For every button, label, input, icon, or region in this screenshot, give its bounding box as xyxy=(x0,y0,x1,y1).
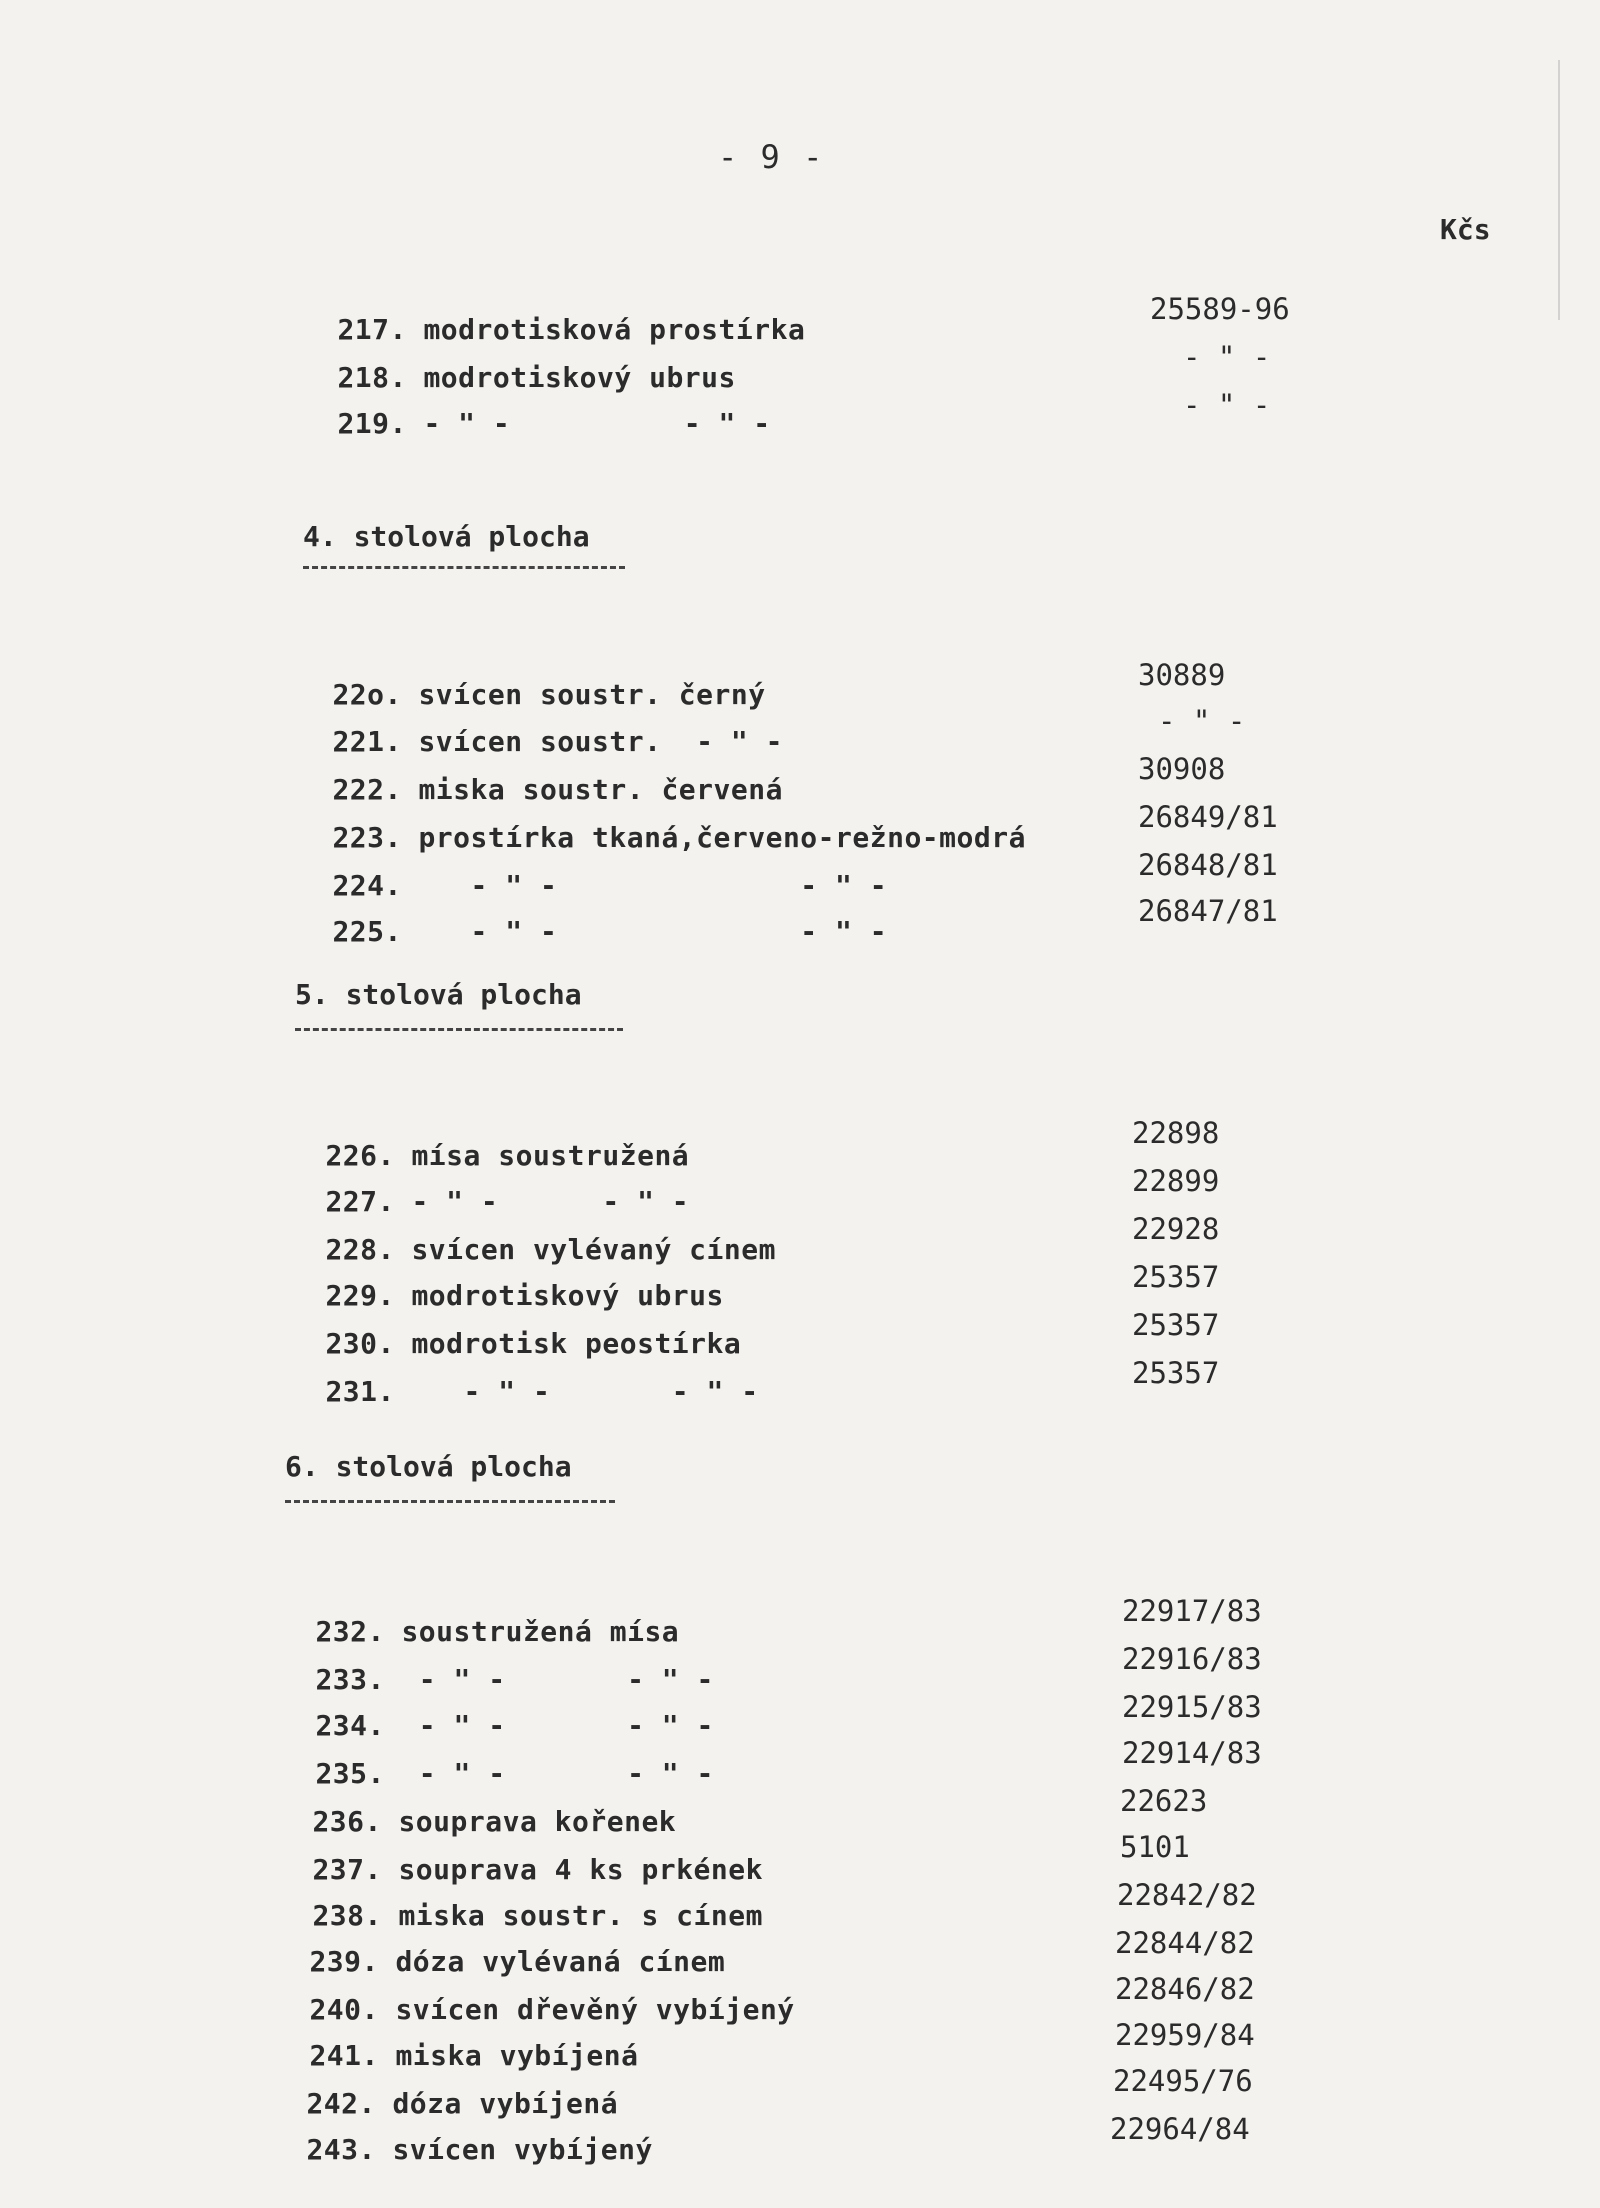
item-value: 22846/82 xyxy=(1115,1972,1255,2006)
item-number: 237. xyxy=(312,1853,382,1886)
item-number: 222. xyxy=(332,773,402,806)
section-heading: 6. stolová plocha xyxy=(285,1450,572,1483)
item-description: - " - - " - xyxy=(401,1663,714,1696)
list-item xyxy=(268,374,771,473)
item-number: 223. xyxy=(332,821,402,854)
item-description: modrotisková prostírka xyxy=(423,313,806,346)
item-number: 243. xyxy=(306,2133,376,2166)
item-value: 22964/84 xyxy=(1110,2112,1250,2146)
section-heading: 5. stolová plocha xyxy=(295,978,582,1011)
item-value: 26847/81 xyxy=(1138,894,1278,928)
item-description: modrotiskový ubrus xyxy=(411,1279,724,1312)
item-value: 22623 xyxy=(1120,1784,1208,1818)
item-description: svícen dřevěný vybíjený xyxy=(395,1993,795,2026)
item-number: 228. xyxy=(325,1233,395,1266)
item-number: 242. xyxy=(306,2087,376,2120)
item-number: 235. xyxy=(315,1757,385,1790)
list-item xyxy=(237,2100,653,2199)
item-number: 234. xyxy=(315,1709,385,1742)
item-value: 22899 xyxy=(1132,1164,1220,1198)
item-description: svícen soustr. černý xyxy=(418,678,766,711)
item-description: miska soustr. s cínem xyxy=(398,1899,763,1932)
item-description: - " - - " - xyxy=(401,1757,714,1790)
item-number: 232. xyxy=(315,1615,385,1648)
item-description: - " - - " - xyxy=(423,407,771,440)
item-value: 22844/82 xyxy=(1115,1926,1255,1960)
item-value: 25357 xyxy=(1132,1260,1220,1294)
item-description: souprava kořenek xyxy=(398,1805,677,1838)
item-number: 236. xyxy=(312,1805,382,1838)
item-number: 226. xyxy=(325,1139,395,1172)
item-description: modrotiskový ubrus xyxy=(423,361,736,394)
item-value: 22959/84 xyxy=(1115,2018,1255,2052)
item-value: 22842/82 xyxy=(1117,1878,1257,1912)
item-description: svícen vybíjený xyxy=(392,2133,653,2166)
item-value: 26848/81 xyxy=(1138,848,1278,882)
item-value: 22915/83 xyxy=(1122,1690,1262,1724)
item-number: 219. xyxy=(337,407,407,440)
section-underline xyxy=(285,1500,615,1503)
item-description: soustružená mísa xyxy=(401,1615,680,1648)
item-number: 239. xyxy=(309,1945,379,1978)
item-description: - " - - " - xyxy=(401,1709,714,1742)
item-value: 22916/83 xyxy=(1122,1642,1262,1676)
item-value: 22898 xyxy=(1132,1116,1220,1150)
item-number: 225. xyxy=(332,915,402,948)
item-description: - " - - " - xyxy=(411,1185,690,1218)
item-description: souprava 4 ks prkének xyxy=(398,1853,763,1886)
item-value: 30908 xyxy=(1138,752,1226,786)
item-number: 231. xyxy=(325,1375,395,1408)
item-value: - " - xyxy=(1158,704,1246,738)
item-value: 22495/76 xyxy=(1113,2064,1253,2098)
item-value: 25357 xyxy=(1132,1308,1220,1342)
item-number: 227. xyxy=(325,1185,395,1218)
item-description: miska soustr. červená xyxy=(418,773,783,806)
item-number: 224. xyxy=(332,869,402,902)
item-number: 221. xyxy=(332,725,402,758)
item-value: 22914/83 xyxy=(1122,1736,1262,1770)
list-item xyxy=(256,1342,759,1441)
list-item xyxy=(263,882,887,981)
item-number: 238. xyxy=(312,1899,382,1932)
item-value: 25357 xyxy=(1132,1356,1220,1390)
item-number: 22o. xyxy=(332,678,402,711)
item-value: 30889 xyxy=(1138,658,1226,692)
section-heading: 4. stolová plocha xyxy=(303,520,590,553)
item-value: 22917/83 xyxy=(1122,1594,1262,1628)
item-description: miska vybíjená xyxy=(395,2039,639,2072)
item-description: svícen vylévaný cínem xyxy=(411,1233,776,1266)
item-description: - " - - " - xyxy=(411,1375,759,1408)
item-description: - " - - " - xyxy=(418,915,888,948)
item-description: - " - - " - xyxy=(418,869,888,902)
item-value: 22928 xyxy=(1132,1212,1220,1246)
item-description: mísa soustružená xyxy=(411,1139,690,1172)
item-description: dóza vybíjená xyxy=(392,2087,619,2120)
item-number: 233. xyxy=(315,1663,385,1696)
item-number: 230. xyxy=(325,1327,395,1360)
item-value: - " - xyxy=(1183,388,1271,422)
item-description: modrotisk peostírka xyxy=(411,1327,742,1360)
item-description: svícen soustr. - " - xyxy=(418,725,783,758)
section-underline xyxy=(303,566,625,569)
item-value: 5101 xyxy=(1120,1830,1190,1864)
item-number: 241. xyxy=(309,2039,379,2072)
item-number: 240. xyxy=(309,1993,379,2026)
item-value: - " - xyxy=(1183,340,1271,374)
item-value: 25589-96 xyxy=(1150,292,1290,326)
item-number: 218. xyxy=(337,361,407,394)
page-number: - 9 - xyxy=(718,138,825,176)
currency-header: Kčs xyxy=(1440,213,1491,246)
item-value: 26849/81 xyxy=(1138,800,1278,834)
item-number: 217. xyxy=(337,313,407,346)
section-underline xyxy=(295,1028,623,1031)
item-number: 229. xyxy=(325,1279,395,1312)
item-description: dóza vylévaná cínem xyxy=(395,1945,726,1978)
page-edge-mark xyxy=(1558,60,1600,320)
item-description: prostírka tkaná,červeno-režno-modrá xyxy=(418,821,1026,854)
